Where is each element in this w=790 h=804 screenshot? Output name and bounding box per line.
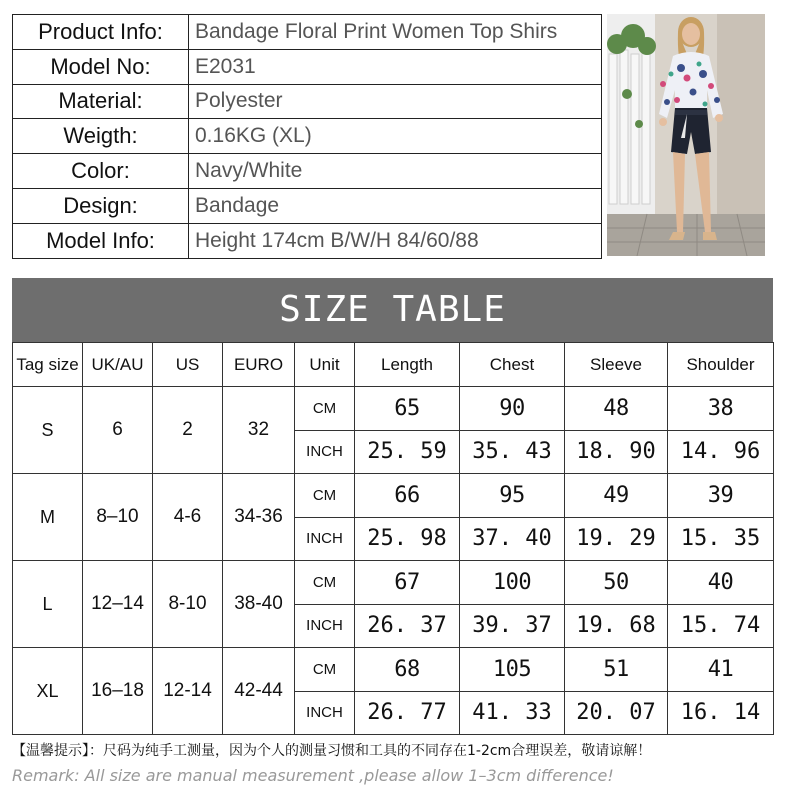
header-euro: EURO <box>223 343 295 387</box>
chest-cell: 95 <box>460 474 565 518</box>
tag-size-cell: L <box>13 561 83 648</box>
sleeve-cell: 19. 29 <box>565 517 668 561</box>
unit-cell: CM <box>295 561 355 605</box>
info-value: Polyester <box>189 84 602 119</box>
us-cell: 12-14 <box>153 648 223 735</box>
chest-cell: 100 <box>460 561 565 605</box>
measurement-remark-english: Remark: All size are manual measurement ,please allow 1–3cm difference! <box>12 766 614 785</box>
info-value: Height 174cm B/W/H 84/60/88 <box>189 223 602 258</box>
sleeve-cell: 50 <box>565 561 668 605</box>
header-shoulder: Shoulder <box>668 343 774 387</box>
uk-au-cell: 12–14 <box>83 561 153 648</box>
length-cell: 25. 98 <box>355 517 460 561</box>
chest-cell: 39. 37 <box>460 604 565 648</box>
header-unit: Unit <box>295 343 355 387</box>
shoulder-cell: 39 <box>668 474 774 518</box>
tag-size-cell: XL <box>13 648 83 735</box>
euro-cell: 42-44 <box>223 648 295 735</box>
shoulder-cell: 15. 74 <box>668 604 774 648</box>
header-chest: Chest <box>460 343 565 387</box>
euro-cell: 34-36 <box>223 474 295 561</box>
chest-cell: 90 <box>460 387 565 431</box>
info-label: Model No: <box>13 49 189 84</box>
table-row <box>13 474 774 518</box>
uk-au-cell: 8–10 <box>83 474 153 561</box>
info-value: Bandage Floral Print Women Top Shirs <box>189 15 602 50</box>
tag-size-cell: S <box>13 387 83 474</box>
chest-cell: 105 <box>460 648 565 692</box>
shoulder-cell: 40 <box>668 561 774 605</box>
info-label: Weigth: <box>13 119 189 154</box>
info-label: Model Info: <box>13 223 189 258</box>
sleeve-cell: 20. 07 <box>565 691 668 735</box>
shoulder-cell: 16. 14 <box>668 691 774 735</box>
info-value: Bandage <box>189 188 602 223</box>
info-row-color <box>13 154 602 189</box>
info-label: Material: <box>13 84 189 119</box>
length-cell: 68 <box>355 648 460 692</box>
unit-cell: INCH <box>295 517 355 561</box>
info-row-design <box>13 188 602 223</box>
uk-au-cell: 6 <box>83 387 153 474</box>
sleeve-cell: 48 <box>565 387 668 431</box>
length-cell: 66 <box>355 474 460 518</box>
length-cell: 25. 59 <box>355 430 460 474</box>
unit-cell: CM <box>295 387 355 431</box>
shoulder-cell: 41 <box>668 648 774 692</box>
unit-cell: INCH <box>295 430 355 474</box>
info-row-weight <box>13 119 602 154</box>
sleeve-cell: 49 <box>565 474 668 518</box>
size-table <box>12 342 774 735</box>
header-tag-size: Tag size <box>13 343 83 387</box>
length-cell: 26. 37 <box>355 604 460 648</box>
length-cell: 67 <box>355 561 460 605</box>
uk-au-cell: 16–18 <box>83 648 153 735</box>
us-cell: 8-10 <box>153 561 223 648</box>
shoulder-cell: 38 <box>668 387 774 431</box>
tag-size-cell: M <box>13 474 83 561</box>
info-value: 0.16KG (XL) <box>189 119 602 154</box>
info-row-model-no <box>13 49 602 84</box>
table-row <box>13 648 774 692</box>
table-row <box>13 387 774 431</box>
header-length: Length <box>355 343 460 387</box>
model-illustration <box>607 14 765 256</box>
size-table-title: SIZE TABLE <box>12 278 773 342</box>
header-us: US <box>153 343 223 387</box>
info-label: Product Info: <box>13 15 189 50</box>
us-cell: 2 <box>153 387 223 474</box>
info-label: Design: <box>13 188 189 223</box>
length-cell: 26. 77 <box>355 691 460 735</box>
chest-cell: 37. 40 <box>460 517 565 561</box>
us-cell: 4-6 <box>153 474 223 561</box>
sleeve-cell: 19. 68 <box>565 604 668 648</box>
sleeve-cell: 18. 90 <box>565 430 668 474</box>
shoulder-cell: 14. 96 <box>668 430 774 474</box>
chest-cell: 35. 43 <box>460 430 565 474</box>
measurement-note-chinese: 【温馨提示】：尺码为纯手工测量，因为个人的测量习惯和工具的不同存在1-2cm合理误差，敬请谅解！ <box>12 743 652 759</box>
euro-cell: 38-40 <box>223 561 295 648</box>
info-value: Navy/White <box>189 154 602 189</box>
unit-cell: CM <box>295 648 355 692</box>
product-info-table <box>12 14 602 259</box>
shoulder-cell: 15. 35 <box>668 517 774 561</box>
info-label: Color: <box>13 154 189 189</box>
table-row <box>13 561 774 605</box>
unit-cell: INCH <box>295 604 355 648</box>
length-cell: 65 <box>355 387 460 431</box>
info-row-product <box>13 15 602 50</box>
size-table-header-row <box>13 343 774 387</box>
unit-cell: CM <box>295 474 355 518</box>
info-value: E2031 <box>189 49 602 84</box>
sleeve-cell: 51 <box>565 648 668 692</box>
euro-cell: 32 <box>223 387 295 474</box>
header-uk-au: UK/AU <box>83 343 153 387</box>
chest-cell: 41. 33 <box>460 691 565 735</box>
model-photo <box>607 14 765 256</box>
header-sleeve: Sleeve <box>565 343 668 387</box>
unit-cell: INCH <box>295 691 355 735</box>
info-row-model-info <box>13 223 602 258</box>
info-row-material <box>13 84 602 119</box>
